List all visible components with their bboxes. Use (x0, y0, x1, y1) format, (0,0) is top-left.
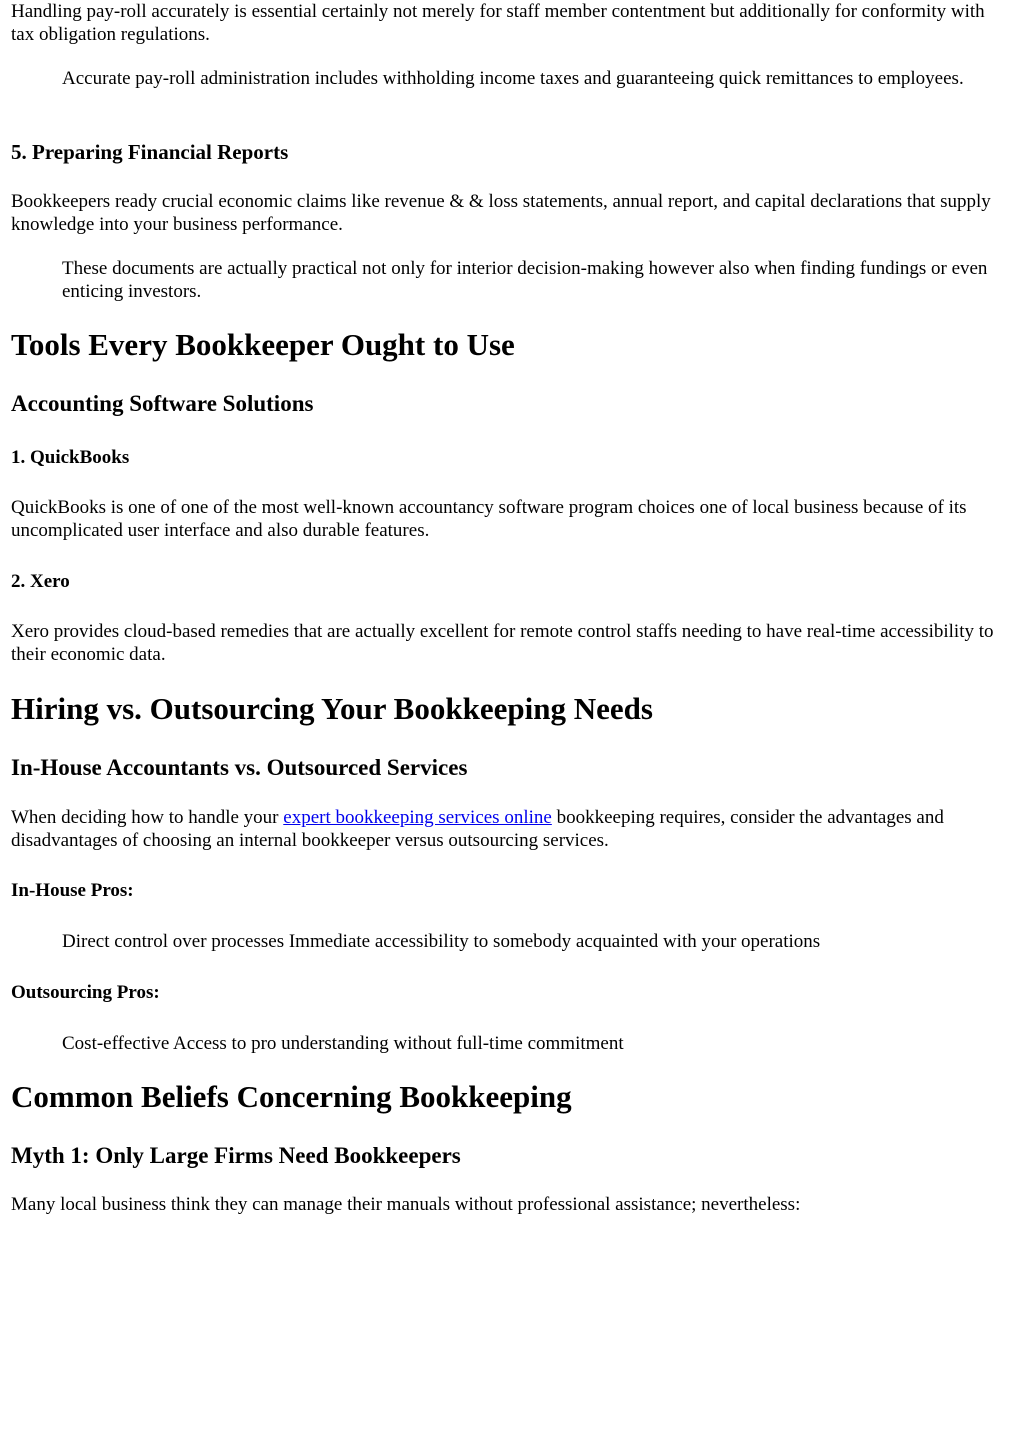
inhouse-pros-quote: Direct control over processes Immediate accessibility to somebody acquainted with your operations (62, 931, 821, 952)
financial-reports-heading: 5. Preparing Financial Reports (11, 140, 289, 164)
hiring-heading: Hiring vs. Outsourcing Your Bookkeeping Needs (11, 691, 653, 726)
myth1-paragraph: Many local business think they can manage their manuals without professional assistance; nevertheless: (11, 1194, 801, 1215)
financial-reports-paragraph: Bookkeepers ready crucial economic claims like revenue & & loss statements, annual report, and capital declarations that supply knowledge into your business performance. (11, 191, 991, 235)
quickbooks-paragraph: QuickBooks is one of one of the most well-known accountancy software program choices one of local business because of its uncomplicated user interface and also durable features. (11, 497, 967, 541)
outsourcing-pros-quote: Cost-effective Access to pro understanding without full-time commitment (62, 1033, 624, 1054)
xero-heading: 2. Xero (11, 571, 70, 592)
accounting-software-heading: Accounting Software Solutions (11, 391, 314, 416)
hiring-paragraph-tail: bookkeeping requires, consider the advantages and disadvantages of choosing an internal bookkeeper versus outsourcing services. (11, 807, 944, 851)
myth1-heading: Myth 1: Only Large Firms Need Bookkeepers (11, 1143, 461, 1168)
payroll-quote: Accurate pay-roll administration includes withholding income taxes and guaranteeing quick remittances to employees. (62, 68, 964, 89)
hiring-paragraph-lead: When deciding how to handle your (11, 807, 284, 828)
payroll-paragraph: Handling pay-roll accurately is essential certainly not merely for staff member contentment but additionally for conformity with tax obligation regulations. (11, 1, 985, 45)
inhouse-vs-outsourced-heading: In-House Accountants vs. Outsourced Services (11, 755, 468, 780)
xero-paragraph: Xero provides cloud-based remedies that are actually excellent for remote control staffs needing to have real-time accessibility to their economic data. (11, 621, 994, 665)
outsourcing-pros-heading: Outsourcing Pros: (11, 982, 160, 1003)
hiring-paragraph (11, 806, 1006, 852)
tools-heading: Tools Every Bookkeeper Ought to Use (11, 327, 515, 362)
inhouse-pros-heading: In-House Pros: (11, 880, 134, 901)
quickbooks-heading: 1. QuickBooks (11, 447, 130, 468)
expert-bookkeeping-link[interactable]: expert bookkeeping services online (283, 807, 552, 828)
financial-reports-quote: These documents are actually practical not only for interior decision-making however also when finding fundings or even enticing investors. (62, 258, 988, 302)
common-beliefs-heading: Common Beliefs Concerning Bookkeeping (11, 1079, 572, 1114)
